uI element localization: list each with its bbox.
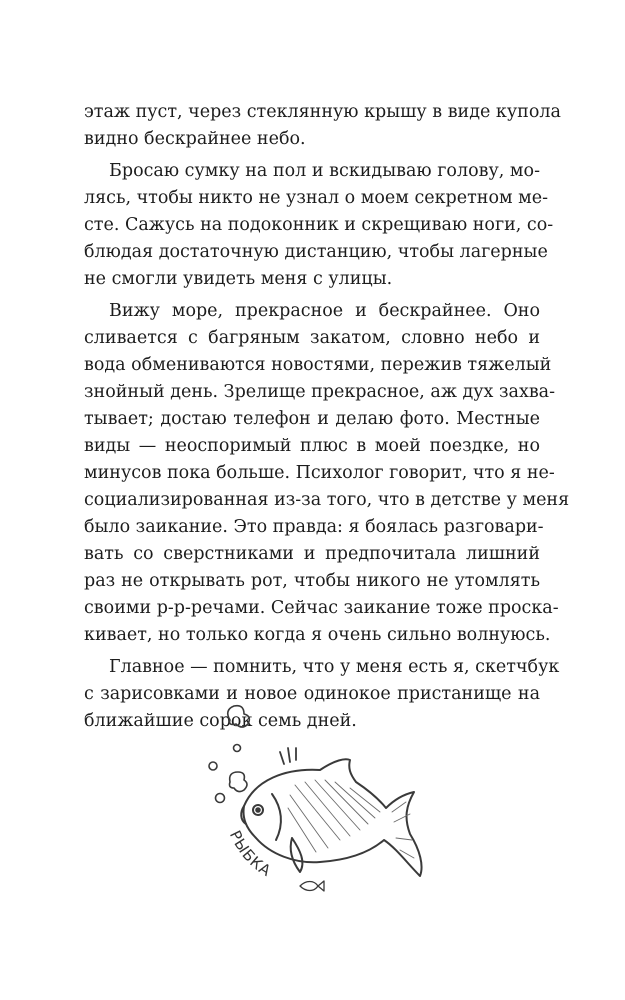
text-line: вода обмениваются новостями, пережив тяжелый bbox=[84, 355, 552, 375]
text-line: сте. Сажусь на подоконник и скрещиваю ноги, со- bbox=[84, 215, 554, 235]
hatching bbox=[288, 780, 380, 852]
text-line: Бросаю сумку на пол и вскидываю голову, мо- bbox=[109, 161, 540, 181]
text-line: виды — неоспоримый плюс в моей поездке, но bbox=[84, 436, 540, 456]
text-line: лясь, чтобы никто не узнал о моем секретном ме- bbox=[84, 188, 549, 208]
text-line: ближайшие сорок семь дней. bbox=[84, 711, 357, 731]
bubbles bbox=[209, 706, 249, 803]
paragraph bbox=[84, 99, 561, 153]
text-line: кивает, но только когда я очень сильно волнуюсь. bbox=[84, 625, 551, 645]
motion-lines bbox=[280, 748, 296, 764]
small-fish-icon bbox=[300, 881, 324, 891]
paragraph bbox=[84, 158, 554, 293]
text-line: блюдая достаточную дистанцию, чтобы лагерные bbox=[84, 242, 548, 262]
text-line: минусов пока больше. Психолог говорит, что я не- bbox=[84, 463, 555, 483]
text-line: тывает; достаю телефон и делаю фото. Местные bbox=[84, 409, 540, 429]
body-text bbox=[84, 99, 570, 735]
text-line: раз не открывать рот, чтобы никого не утомлять bbox=[84, 571, 540, 591]
text-line: своими р-р-речами. Сейчас заикание тоже проска- bbox=[84, 598, 559, 618]
text-line: сливается с багряным закатом, словно небо и bbox=[84, 328, 540, 348]
text-line: Вижу море, прекрасное и бескрайнее. Оно bbox=[109, 301, 540, 321]
text-line: с зарисовками и новое одинокое пристанище на bbox=[84, 684, 540, 704]
fish-sketch-icon bbox=[200, 690, 430, 905]
text-line: не смогли увидеть меня с улицы. bbox=[84, 269, 393, 289]
sketch-label bbox=[226, 828, 275, 881]
fish-body bbox=[241, 759, 421, 876]
text-line: было заикание. Это правда: я боялась разговари- bbox=[84, 517, 544, 537]
text-line: этаж пуст, через стеклянную крышу в виде купола bbox=[84, 102, 561, 122]
sketch-label-text: РЫБКА bbox=[225, 827, 275, 881]
fish-illustration bbox=[200, 690, 430, 905]
text-line: вать со сверстниками и предпочитала лишний bbox=[84, 544, 540, 564]
text-line: социализированная из-за того, что в детстве у меня bbox=[84, 490, 570, 510]
text-line: видно бескрайнее небо. bbox=[84, 129, 306, 149]
paragraph bbox=[84, 298, 570, 649]
text-line: знойный день. Зрелище прекрасное, аж дух захва- bbox=[84, 382, 556, 402]
text-line: Главное — помнить, что у меня есть я, скетчбук bbox=[109, 657, 560, 677]
